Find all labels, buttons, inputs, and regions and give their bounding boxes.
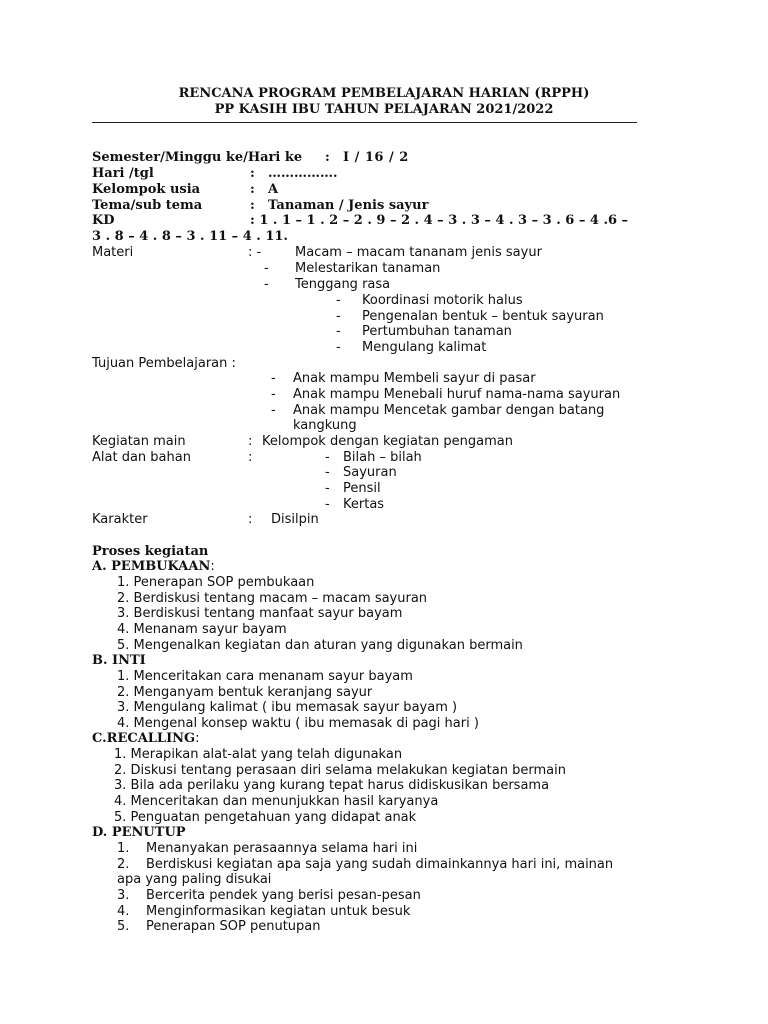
- karakter-value: Disilpin: [271, 512, 319, 527]
- penutup-num-3: 3.: [117, 888, 130, 903]
- penutup-item-2: Berdiskusi kegiatan apa saja yang sudah dimainkannya hari ini, mainan: [146, 857, 614, 872]
- karakter-label: Karakter: [92, 512, 148, 527]
- pembukaan-item-2: 2. Berdiskusi tentang macam – macam sayuran: [117, 591, 428, 606]
- pembukaan-item-1: 1. Penerapan SOP pembukaan: [117, 575, 315, 590]
- recalling-title-text: C.RECALLING: [92, 731, 196, 746]
- tujuan-item-3-cont: kangkung: [293, 418, 357, 433]
- alat-item-2: Sayuran: [343, 465, 397, 480]
- hari-label: Hari /tgl: [92, 166, 154, 181]
- recalling-colon: :: [195, 731, 200, 746]
- kelompok-label: Kelompok usia: [92, 182, 201, 197]
- materi-dash-2: -: [264, 261, 269, 276]
- alat-dash-1: -: [325, 450, 330, 465]
- alat-dash-2: -: [325, 465, 330, 480]
- penutup-num-2: 2.: [117, 857, 130, 872]
- kd-value-line2: 3 . 8 – 4 . 8 – 3 . 11 – 4 . 11.: [92, 229, 288, 244]
- inti-item-4: 4. Mengenal konsep waktu ( ibu memasak di pagi hari ): [117, 716, 479, 731]
- pembukaan-item-5: 5. Mengenalkan kegiatan dan aturan yang digunakan bermain: [117, 638, 523, 653]
- hari-colon: :: [250, 166, 255, 181]
- alat-dash-4: -: [325, 497, 330, 512]
- alat-item-4: Kertas: [343, 497, 385, 512]
- pembukaan-colon: :: [210, 559, 215, 574]
- materi-item-1: Macam – macam tananam jenis sayur: [295, 245, 542, 260]
- inti-item-2: 2. Menganyam bentuk keranjang sayur: [117, 685, 373, 700]
- materi-label: Materi: [92, 245, 134, 260]
- kd-value-line1: : 1 . 1 – 1 . 2 – 2 . 9 – 2 . 4 – 3 . 3 – 4 . 3 – 3 . 6 – 4 .6 –: [250, 213, 629, 228]
- pembukaan-item-4: 4. Menanam sayur bayam: [117, 622, 287, 637]
- pembukaan-title-text: A. PEMBUKAAN: [92, 559, 211, 574]
- recalling-item-3: 3. Bila ada perilaku yang kurang tepat harus didiskusikan bersama: [114, 778, 550, 793]
- pembukaan-item-3: 3. Berdiskusi tentang manfaat sayur bayam: [117, 606, 403, 621]
- tema-colon: :: [250, 198, 255, 213]
- kelompok-value: A: [268, 182, 279, 197]
- tujuan-label: Tujuan Pembelajaran :: [92, 356, 236, 371]
- tujuan-item-3: Anak mampu Mencetak gambar dengan batang: [293, 403, 605, 418]
- karakter-colon: :: [248, 512, 253, 527]
- hari-value: …………….: [268, 166, 338, 181]
- materi-subdash-1: -: [336, 293, 341, 308]
- recalling-item-5: 5. Penguatan pengetahuan yang didapat anak: [114, 810, 417, 825]
- penutup-item-2-cont: apa yang paling disukai: [117, 872, 272, 887]
- materi-subitem-4: Mengulang kalimat: [362, 340, 487, 355]
- penutup-num-4: 4.: [117, 904, 130, 919]
- alat-dash-3: -: [325, 481, 330, 496]
- alat-item-1: Bilah – bilah: [343, 450, 422, 465]
- inti-item-3: 3. Mengulang kalimat ( ibu memasak sayur bayam ): [117, 700, 458, 715]
- recalling-item-1: 1. Merapikan alat-alat yang telah digunakan: [114, 747, 403, 762]
- proses-title: Proses kegiatan: [92, 544, 209, 559]
- penutup-item-5: Penerapan SOP penutupan: [146, 919, 321, 934]
- semester-label: Semester/Minggu ke/Hari ke: [92, 150, 303, 165]
- tujuan-item-2: Anak mampu Menebali huruf nama-nama sayuran: [293, 387, 621, 402]
- kegiatan-label: Kegiatan main: [92, 434, 186, 449]
- penutup-title: D. PENUTUP: [92, 825, 186, 840]
- materi-item-3: Tenggang rasa: [295, 277, 391, 292]
- kegiatan-colon: :: [248, 434, 253, 449]
- tema-label: Tema/sub tema: [92, 198, 203, 213]
- recalling-title: [92, 731, 200, 747]
- recalling-item-4: 4. Menceritakan dan menunjukkan hasil karyanya: [114, 794, 439, 809]
- materi-dash-3: -: [264, 277, 269, 292]
- penutup-num-1: 1.: [117, 841, 130, 856]
- materi-item-2: Melestarikan tanaman: [295, 261, 441, 276]
- materi-subitem-1: Koordinasi motorik halus: [362, 293, 523, 308]
- kd-label: KD: [92, 213, 115, 228]
- kegiatan-value: Kelompok dengan kegiatan pengaman: [262, 434, 513, 449]
- tujuan-dash-3: -: [271, 403, 276, 418]
- inti-item-1: 1. Menceritakan cara menanam sayur bayam: [117, 669, 413, 684]
- tujuan-dash-1: -: [271, 371, 276, 386]
- semester-value: I / 16 / 2: [343, 150, 409, 165]
- semester-colon: :: [325, 150, 330, 165]
- recalling-item-2: 2. Diskusi tentang perasaan diri selama melakukan kegiatan bermain: [114, 763, 566, 778]
- penutup-num-5: 5.: [117, 919, 130, 934]
- inti-title: B. INTI: [92, 653, 146, 668]
- materi-colon: : -: [248, 245, 262, 260]
- document-title: RENCANA PROGRAM PEMBELAJARAN HARIAN (RPPH): [178, 86, 590, 101]
- kelompok-colon: :: [250, 182, 255, 197]
- materi-subdash-4: -: [336, 340, 341, 355]
- alat-item-3: Pensil: [343, 481, 381, 496]
- pembukaan-title: [92, 559, 215, 575]
- materi-subdash-2: -: [336, 309, 341, 324]
- alat-colon: :: [248, 450, 253, 465]
- penutup-item-4: Menginformasikan kegiatan untuk besuk: [146, 904, 411, 919]
- header-divider: [92, 122, 637, 123]
- penutup-item-3: Bercerita pendek yang berisi pesan-pesan: [146, 888, 421, 903]
- tujuan-dash-2: -: [271, 387, 276, 402]
- tujuan-item-1: Anak mampu Membeli sayur di pasar: [293, 371, 536, 386]
- penutup-item-1: Menanyakan perasaannya selama hari ini: [146, 841, 418, 856]
- alat-label: Alat dan bahan: [92, 450, 191, 465]
- document-subtitle: PP KASIH IBU TAHUN PELAJARAN 2021/2022: [214, 102, 554, 117]
- tema-value: Tanaman / Jenis sayur: [268, 198, 429, 213]
- materi-subitem-2: Pengenalan bentuk – bentuk sayuran: [362, 309, 604, 324]
- materi-subitem-3: Pertumbuhan tanaman: [362, 324, 512, 339]
- materi-subdash-3: -: [336, 324, 341, 339]
